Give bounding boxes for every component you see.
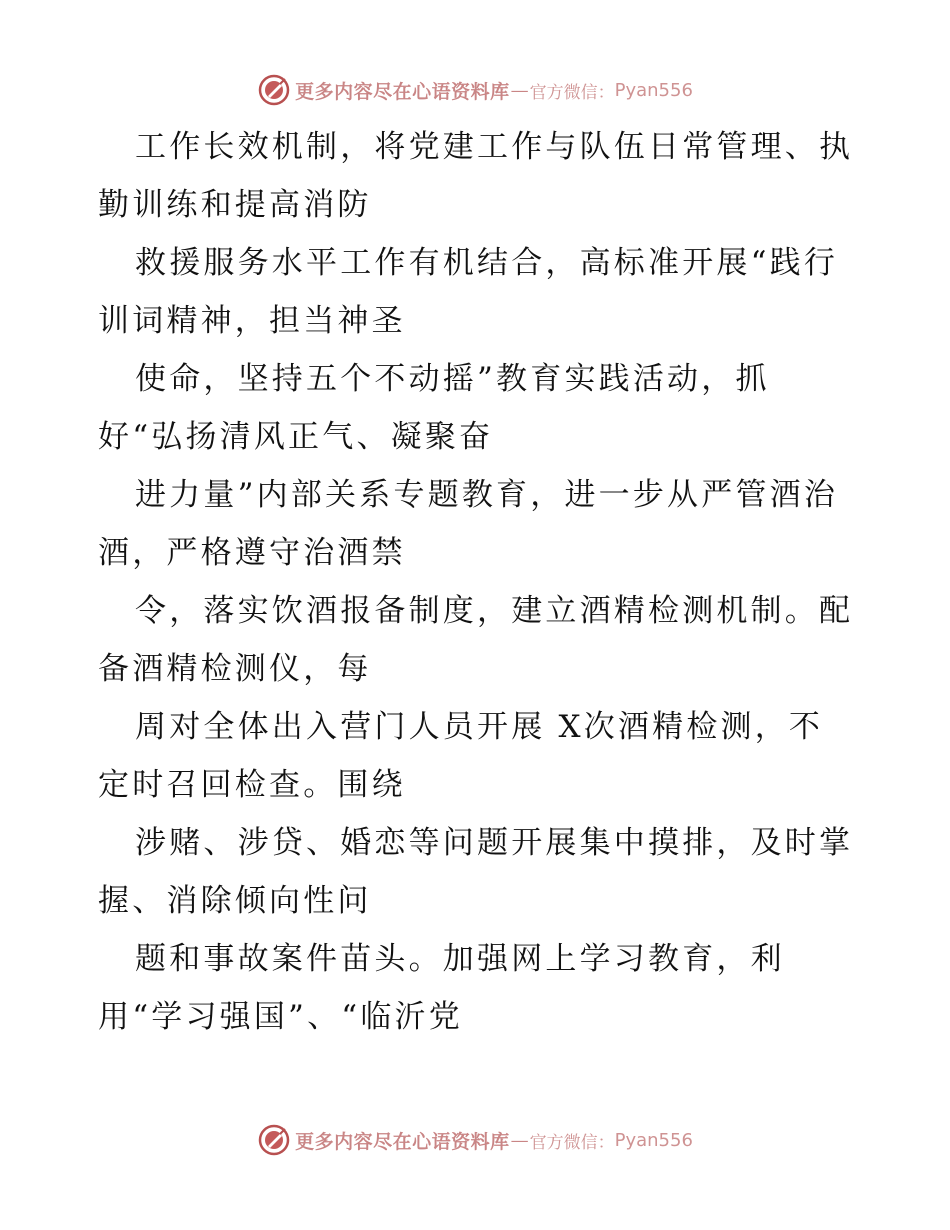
watermark-wechat-label: 官方微信： [529,1132,615,1153]
text-line: 涉赌、涉贷、婚恋等问题开展集中摸排，及时掌 [135,825,854,861]
quill-seal-icon [257,73,291,107]
text-line: 救援服务水平工作有机结合，高标准开展“践行 [135,245,839,281]
watermark-wechat-id: Pyan556 [614,79,693,101]
document-body [98,118,858,1046]
text-line: 备酒精检测仪，每 [98,651,372,687]
watermark-main-text: 更多内容尽在心语资料库 [295,1130,510,1153]
text-line: 使命，坚持五个不动摇”教育实践活动，抓 [135,361,770,397]
text-line: 题和事故案件苗头。加强网上学习教育，利 [135,941,785,977]
text-line: 训词精神，担当神圣 [98,303,406,339]
watermark-wechat-label: 官方微信： [529,82,615,103]
watermark-wechat-id: Pyan556 [614,1129,693,1151]
text-line: 令，落实饮酒报备制度，建立酒精检测机制。配 [135,593,854,629]
watermark-separator: — [510,79,529,101]
text-line: 定时召回检查。围绕 [98,767,406,803]
footer-watermark [0,1122,950,1158]
text-line: 用“学习强国”、“临沂党 [98,999,463,1035]
text-line: 周对全体出入营门人员开展 X次酒精检测，不 [135,709,824,745]
text-line: 酒，严格遵守治酒禁 [98,535,406,571]
quill-seal-icon [257,1123,291,1157]
text-line: 握、消除倾向性问 [98,883,372,919]
watermark-separator: — [510,1129,529,1151]
text-line: 工作长效机制，将党建工作与队伍日常管理、执 [135,129,854,165]
header-watermark [0,72,950,108]
text-line: 进力量”内部关系专题教育，进一步从严管酒治 [135,477,839,513]
watermark-main-text: 更多内容尽在心语资料库 [295,80,510,103]
text-line: 好“弘扬清风正气、凝聚奋 [98,419,494,455]
text-line: 勤训练和提高消防 [98,187,372,223]
